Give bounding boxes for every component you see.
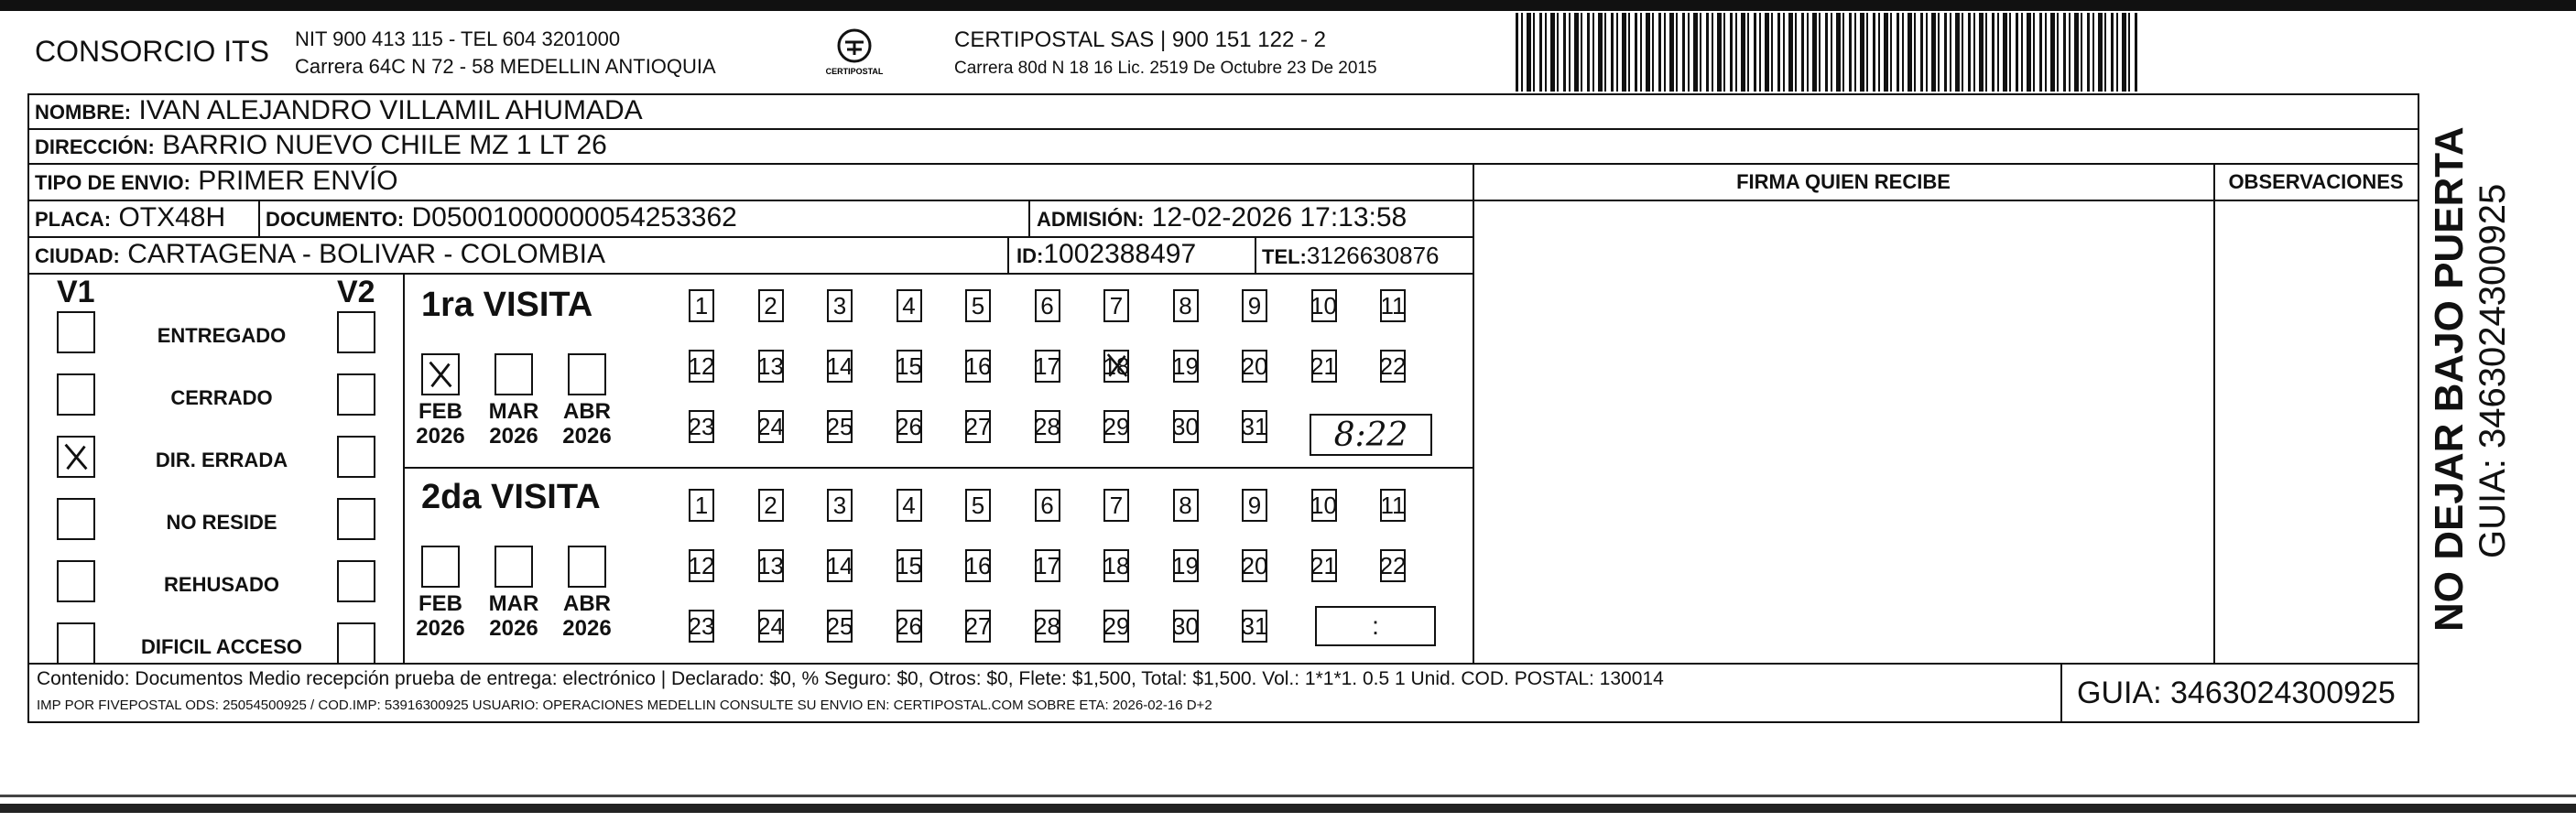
documento-cell (266, 202, 737, 233)
status-label: NO RESIDE (166, 511, 277, 534)
day-number: 31 (1241, 611, 1268, 640)
day-number: 6 (1040, 291, 1054, 319)
month-checkbox[interactable] (421, 353, 460, 395)
month-checkbox[interactable] (495, 546, 533, 588)
direccion-value: BARRIO NUEVO CHILE MZ 1 LT 26 (162, 130, 607, 160)
day-number: 23 (688, 412, 715, 440)
day-number: 4 (902, 291, 916, 319)
visit-1-time: 8:22 (1333, 416, 1408, 454)
status-label: ENTREGADO (157, 324, 287, 347)
day-cell[interactable] (827, 289, 853, 322)
day-number: 2 (764, 491, 777, 519)
imp-text: IMP POR FIVEPOSTAL ODS: 25054500925 / COD.IMP: 53916300925 USUARIO: OPERACIONES MEDELLIN CONSULTE SU ENVIO EN: CERTIPOSTAL.COM SOBRE ETA: 2026-02-16 D+2 (37, 698, 1212, 713)
day-number: 22 (1379, 551, 1407, 579)
status-label: CERRADO (170, 386, 273, 409)
ciudad-label: CIUDAD: (35, 244, 120, 267)
day-cell[interactable] (758, 610, 784, 643)
day-cell[interactable] (758, 489, 784, 522)
day-cell[interactable] (1035, 410, 1060, 443)
day-cell[interactable] (758, 350, 784, 383)
day-number: 20 (1241, 352, 1268, 380)
day-cell[interactable] (1103, 549, 1129, 582)
day-cell[interactable] (1380, 289, 1406, 322)
admision-cell (1037, 202, 1407, 233)
barcode (1516, 13, 2138, 92)
nombre-row (35, 95, 643, 126)
day-number: 10 (1310, 291, 1337, 319)
day-number: 26 (896, 412, 922, 440)
documento-value: D05001000000054253362 (411, 202, 737, 233)
day-cell[interactable] (758, 549, 784, 582)
month-label (560, 591, 614, 641)
placa-label: PLACA: (35, 208, 112, 231)
v2-header: V2 (337, 275, 375, 309)
day-number: 3 (832, 491, 847, 519)
visit-2-title: 2da VISITA (421, 478, 601, 516)
day-cell[interactable] (1103, 410, 1129, 443)
month-label (486, 591, 541, 641)
day-number: 11 (1380, 491, 1406, 519)
day-number: 30 (1172, 412, 1199, 440)
observaciones-header: OBSERVACIONES (2228, 170, 2404, 193)
tel-value: 3126630876 (1306, 242, 1440, 269)
day-number: 13 (757, 352, 784, 380)
direccion-row (35, 130, 607, 161)
day-number: 29 (1103, 611, 1130, 640)
admision-label: ADMISIÓN: (1037, 208, 1145, 231)
day-cell[interactable] (827, 489, 853, 522)
day-number: 22 (1379, 352, 1407, 380)
month-year: 2026 (562, 616, 612, 641)
day-cell[interactable] (1103, 289, 1129, 322)
day-number: 20 (1241, 551, 1268, 579)
day-cell[interactable] (1242, 610, 1267, 643)
day-cell[interactable] (689, 549, 714, 582)
nit-line: NIT 900 413 115 - TEL 604 3201000 (295, 27, 621, 50)
day-number: 6 (1040, 491, 1054, 519)
row-divider (27, 273, 1474, 275)
visit-1-time-box[interactable] (1310, 414, 1432, 456)
month-year: 2026 (489, 424, 538, 449)
month-checkbox[interactable] (421, 546, 460, 588)
day-number: 17 (1034, 352, 1060, 380)
tel-label: TEL: (1262, 245, 1307, 268)
nombre-value: IVAN ALEJANDRO VILLAMIL AHUMADA (138, 95, 643, 125)
footer-guia: GUIA: 3463024300925 (2077, 676, 2396, 710)
v2-checkbox[interactable] (337, 436, 375, 478)
day-number: 21 (1310, 551, 1337, 579)
day-number: 14 (826, 352, 853, 380)
day-cell[interactable] (1035, 350, 1060, 383)
documento-label: DOCUMENTO: (266, 208, 405, 231)
row-divider (27, 163, 2419, 165)
day-number: 5 (971, 491, 985, 519)
day-number: 13 (757, 551, 784, 579)
day-number: 14 (826, 551, 853, 579)
company-name: CONSORCIO ITS (35, 35, 270, 68)
certipostal-info: CERTIPOSTAL SAS | 900 151 122 - 2 (954, 27, 1326, 52)
day-number: 26 (896, 611, 922, 640)
id-value: 1002388497 (1043, 239, 1197, 269)
day-number: 25 (826, 611, 853, 640)
day-number: 3 (832, 291, 847, 319)
day-cell[interactable] (1173, 610, 1199, 643)
tipo-row (35, 166, 398, 197)
day-cell[interactable] (689, 610, 714, 643)
month-name: MAR (488, 399, 539, 424)
day-cell[interactable] (1103, 489, 1129, 522)
month-checkbox[interactable] (568, 546, 606, 588)
day-cell[interactable] (689, 489, 714, 522)
month-year: 2026 (489, 616, 538, 641)
day-cell[interactable] (965, 489, 991, 522)
month-checkbox[interactable] (495, 353, 533, 395)
v1-checkbox[interactable] (57, 311, 95, 353)
v1-checkbox[interactable] (57, 498, 95, 540)
day-number: 18 (1103, 352, 1130, 380)
firma-left-border (1473, 163, 1474, 663)
day-number: 24 (757, 611, 784, 640)
ciudad-value: CARTAGENA - BOLIVAR - COLOMBIA (127, 239, 606, 269)
month-checkbox[interactable] (568, 353, 606, 395)
month-name: MAR (488, 591, 539, 616)
tipo-value: PRIMER ENVÍO (198, 166, 398, 196)
status-label: DIR. ERRADA (155, 449, 288, 471)
month-label (413, 399, 468, 449)
day-cell[interactable] (1380, 489, 1406, 522)
day-number: 15 (896, 352, 922, 380)
frame-right-notch (2418, 93, 2419, 170)
ciudad-cell (35, 239, 605, 270)
day-cell[interactable] (1242, 549, 1267, 582)
day-cell[interactable] (1311, 549, 1337, 582)
firma-header: FIRMA QUIEN RECIBE (1736, 170, 1951, 193)
day-cell[interactable] (1103, 350, 1129, 383)
id-label: ID: (1016, 244, 1044, 267)
month-year: 2026 (562, 424, 612, 449)
day-cell[interactable] (1035, 289, 1060, 322)
day-number: 29 (1103, 412, 1130, 440)
day-number: 11 (1380, 291, 1406, 319)
month-year: 2026 (416, 424, 465, 449)
v2-checkbox[interactable] (337, 311, 375, 353)
day-number: 1 (694, 291, 709, 319)
day-number: 15 (896, 551, 922, 579)
row-divider (27, 236, 1474, 238)
column-header-divider (1473, 200, 2419, 201)
day-mark (1102, 350, 1133, 387)
day-cell[interactable] (965, 410, 991, 443)
day-cell[interactable] (965, 350, 991, 383)
visit-2-time-box[interactable] (1315, 606, 1436, 646)
svg-text:CERTIPOSTAL: CERTIPOSTAL (825, 67, 884, 76)
day-number: 19 (1172, 551, 1199, 579)
day-number: 28 (1034, 412, 1060, 440)
day-number: 23 (688, 611, 715, 640)
day-cell[interactable] (897, 549, 922, 582)
day-cell[interactable] (689, 350, 714, 383)
day-cell[interactable] (1173, 350, 1199, 383)
id-cell (1016, 239, 1196, 270)
day-cell[interactable] (897, 489, 922, 522)
status-label: REHUSADO (164, 573, 279, 596)
day-number: 19 (1172, 352, 1199, 380)
month-year: 2026 (416, 616, 465, 641)
day-cell[interactable] (1380, 549, 1406, 582)
placa-cell (35, 202, 225, 233)
day-number: 24 (757, 412, 784, 440)
v2-checkbox[interactable] (337, 373, 375, 416)
month-name: FEB (418, 591, 462, 616)
company-address: Carrera 64C N 72 - 58 MEDELLIN ANTIOQUIA (295, 55, 716, 78)
day-number: 5 (971, 291, 985, 319)
month-name: ABR (563, 591, 611, 616)
day-cell[interactable] (1311, 489, 1337, 522)
day-cell[interactable] (758, 410, 784, 443)
tel-cell (1262, 242, 1440, 270)
day-cell[interactable] (965, 549, 991, 582)
month-label (560, 399, 614, 449)
day-number: 28 (1034, 611, 1060, 640)
day-cell[interactable] (897, 350, 922, 383)
day-cell[interactable] (827, 549, 853, 582)
day-cell[interactable] (1035, 489, 1060, 522)
cell-divider (258, 200, 260, 238)
v1-checkbox[interactable] (57, 436, 95, 478)
month-name: ABR (563, 399, 611, 424)
day-cell[interactable] (758, 289, 784, 322)
day-cell[interactable] (827, 410, 853, 443)
day-number: 10 (1310, 491, 1337, 519)
v1-checkbox[interactable] (57, 373, 95, 416)
placa-value: OTX48H (118, 202, 226, 233)
tipo-label: TIPO DE ENVIO: (35, 171, 190, 194)
day-cell[interactable] (965, 610, 991, 643)
day-number: 8 (1179, 491, 1192, 519)
guia-cell-divider (2060, 663, 2062, 723)
bottom-border-line (0, 795, 2576, 797)
day-cell[interactable] (897, 289, 922, 322)
day-number: 16 (964, 352, 992, 380)
admision-value: 12-02-2026 17:13:58 (1151, 202, 1408, 233)
direccion-label: DIRECCIÓN: (35, 135, 155, 158)
day-number: 25 (826, 412, 853, 440)
day-cell[interactable] (1242, 410, 1267, 443)
month-label (413, 591, 468, 641)
v1-header: V1 (57, 275, 95, 309)
day-number: 7 (1109, 491, 1124, 519)
day-cell[interactable] (965, 289, 991, 322)
day-number: 16 (964, 551, 992, 579)
day-cell[interactable] (897, 410, 922, 443)
day-number: 27 (964, 412, 992, 440)
month-label (486, 399, 541, 449)
observaciones-left-border (2213, 163, 2215, 663)
day-number: 17 (1034, 551, 1060, 579)
v2-checkbox[interactable] (337, 560, 375, 602)
day-number: 9 (1247, 291, 1262, 319)
day-cell[interactable] (827, 350, 853, 383)
day-cell[interactable] (827, 610, 853, 643)
day-number: 1 (694, 491, 709, 519)
day-number: 12 (688, 352, 715, 380)
cell-divider (1028, 200, 1030, 238)
day-number: 21 (1310, 352, 1337, 380)
visit-2-time: : (1372, 611, 1379, 640)
day-number: 9 (1247, 491, 1262, 519)
certipostal-address: Carrera 80d N 18 16 Lic. 2519 De Octubre 23 De 2015 (954, 59, 1377, 78)
day-number: 18 (1103, 551, 1130, 579)
status-label: DIFICIL ACCESO (140, 635, 302, 658)
day-cell[interactable] (1035, 610, 1060, 643)
day-number: 8 (1179, 291, 1192, 319)
v2-checkbox[interactable] (337, 498, 375, 540)
visit-divider (403, 467, 1473, 469)
cell-divider (1007, 236, 1009, 275)
day-number: 31 (1241, 412, 1268, 440)
day-cell[interactable] (897, 610, 922, 643)
day-cell[interactable] (1242, 350, 1267, 383)
day-number: 2 (764, 291, 777, 319)
day-cell[interactable] (1173, 289, 1199, 322)
visit-1-title: 1ra VISITA (421, 286, 593, 324)
day-cell[interactable] (689, 410, 714, 443)
month-name: FEB (418, 399, 462, 424)
v1-checkbox[interactable] (57, 622, 95, 665)
day-cell[interactable] (1380, 350, 1406, 383)
side-warning: NO DEJAR BAJO PUERTA (2427, 126, 2472, 632)
day-cell[interactable] (689, 289, 714, 322)
certipostal-logo (815, 24, 894, 84)
bottom-border-bar (0, 804, 2576, 813)
contenido-text: Contenido: Documentos Medio recepción prueba de entrega: electrónico | Declarado: $0, % Seguro: $0, Otros: $0, Flete: $1,500, Total: $1,500. Vol.: 1*1*1. 0.5 1 Unid. COD. POSTAL: 130014 (37, 668, 1664, 689)
side-guia: GUIA: 3463024300925 (2473, 183, 2513, 558)
day-number: 7 (1109, 291, 1124, 319)
v1-checkbox[interactable] (57, 560, 95, 602)
day-cell[interactable] (1242, 289, 1267, 322)
day-cell[interactable] (1035, 549, 1060, 582)
day-cell[interactable] (1311, 350, 1337, 383)
day-cell[interactable] (1173, 549, 1199, 582)
day-number: 30 (1172, 611, 1199, 640)
day-number: 12 (688, 551, 715, 579)
day-cell[interactable] (1311, 289, 1337, 322)
day-number: 27 (964, 611, 992, 640)
day-cell[interactable] (1173, 489, 1199, 522)
v2-checkbox[interactable] (337, 622, 375, 665)
top-border-bar (0, 0, 2576, 11)
nombre-label: NOMBRE: (35, 101, 132, 124)
cell-divider (1255, 236, 1256, 275)
day-cell[interactable] (1103, 610, 1129, 643)
day-number: 4 (902, 491, 916, 519)
day-cell[interactable] (1242, 489, 1267, 522)
day-cell[interactable] (1173, 410, 1199, 443)
